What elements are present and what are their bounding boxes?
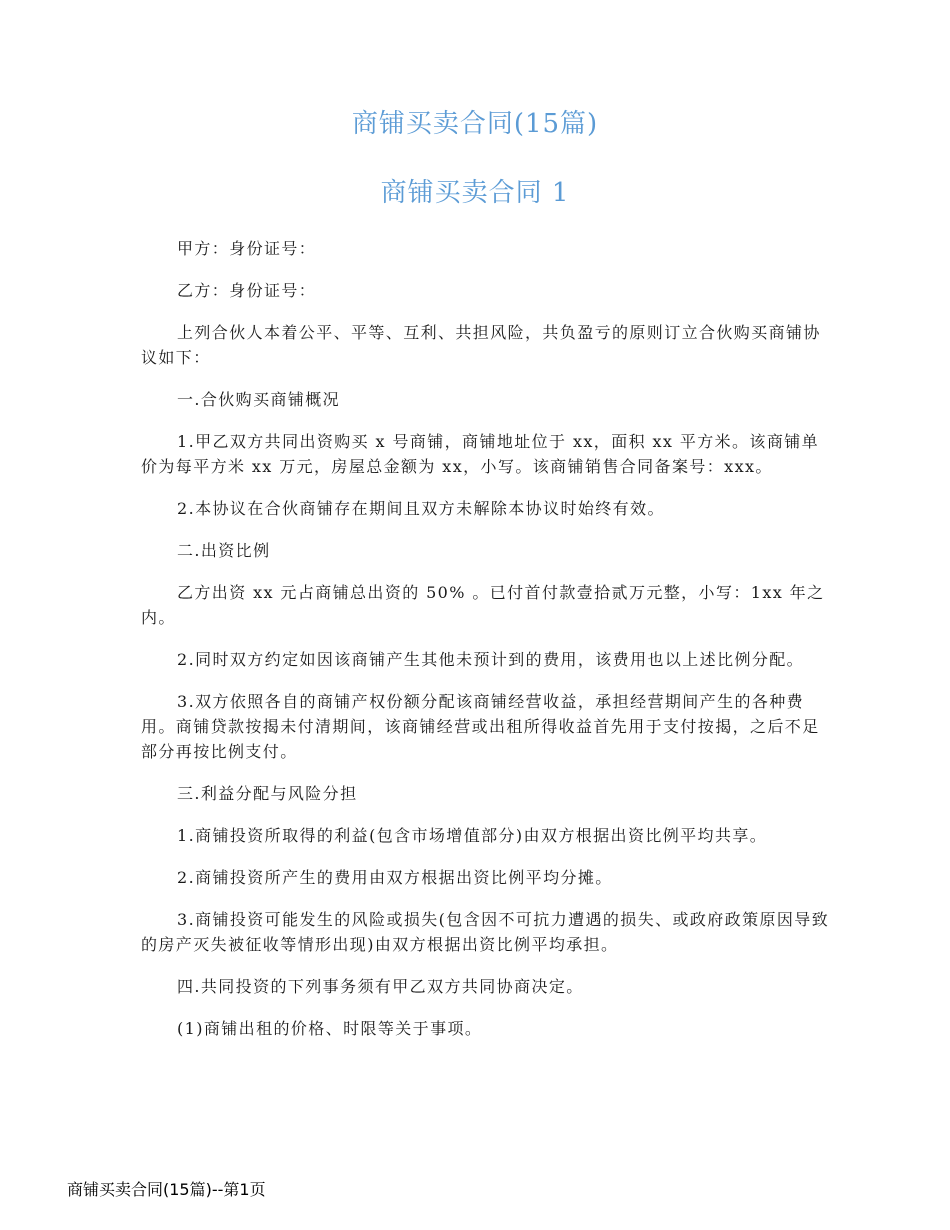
clause-paragraph: 3.商铺投资可能发生的风险或损失(包含因不可抗力遭遇的损失、或政府政策原因导致的房产灭失被征收等情形出现)由双方根据出资比例平均承担。 [141,910,830,954]
clause-paragraph: 2.本协议在合伙商铺存在期间且双方未解除本协议时始终有效。 [177,499,665,518]
clause-paragraph: 1.商铺投资所取得的利益(包含市场增值部分)由双方根据出资比例平均共享。 [177,826,768,845]
section-title: 商铺买卖合同 1 [380,178,570,208]
clause-heading-2: 二.出资比例 [177,541,271,560]
party-b-line: 乙方：身份证号： [177,281,317,300]
clause-paragraph: (1)商铺出租的价格、时限等关于事项。 [177,1019,483,1038]
clause-paragraph: 3.双方依照各自的商铺产权份额分配该商铺经营收益，承担经营期间产生的各种费用。商铺贷款按揭未付清期间，该商铺经营或出租所得收益首先用于支付按揭，之后不足部分再按比例支付。 [141,692,820,761]
clause-heading-1: 一.合伙购买商铺概况 [177,390,341,409]
clause-heading-3: 三.利益分配与风险分担 [177,784,358,803]
page-footer: 商铺买卖合同(15篇)--第1页 [67,1180,266,1199]
document-body [141,236,831,1058]
party-a-line: 甲方：身份证号： [177,239,317,258]
clause-heading-4: 四.共同投资的下列事务须有甲乙双方共同协商决定。 [177,977,584,996]
clause-paragraph: 乙方出资 xx 元占商铺总出资的 50% 。已付首付款壹拾贰万元整，小写：1xx 年之内。 [141,583,825,627]
document-title: 商铺买卖合同(15篇) [351,109,599,139]
preamble-paragraph: 上列合伙人本着公平、平等、互利、共担风险，共负盈亏的原则订立合伙购买商铺协议如下： [141,323,821,367]
clause-paragraph: 2.同时双方约定如因该商铺产生其他未预计到的费用，该费用也以上述比例分配。 [177,650,805,669]
clause-paragraph: 1.甲乙双方共同出资购买 x 号商铺，商铺地址位于 xx，面积 xx 平方米。该商铺单价为每平方米 xx 万元，房屋总金额为 xx，小写。该商铺销售合同备案号：xxx。 [141,432,820,476]
clause-paragraph: 2.商铺投资所产生的费用由双方根据出资比例平均分摊。 [177,868,613,887]
